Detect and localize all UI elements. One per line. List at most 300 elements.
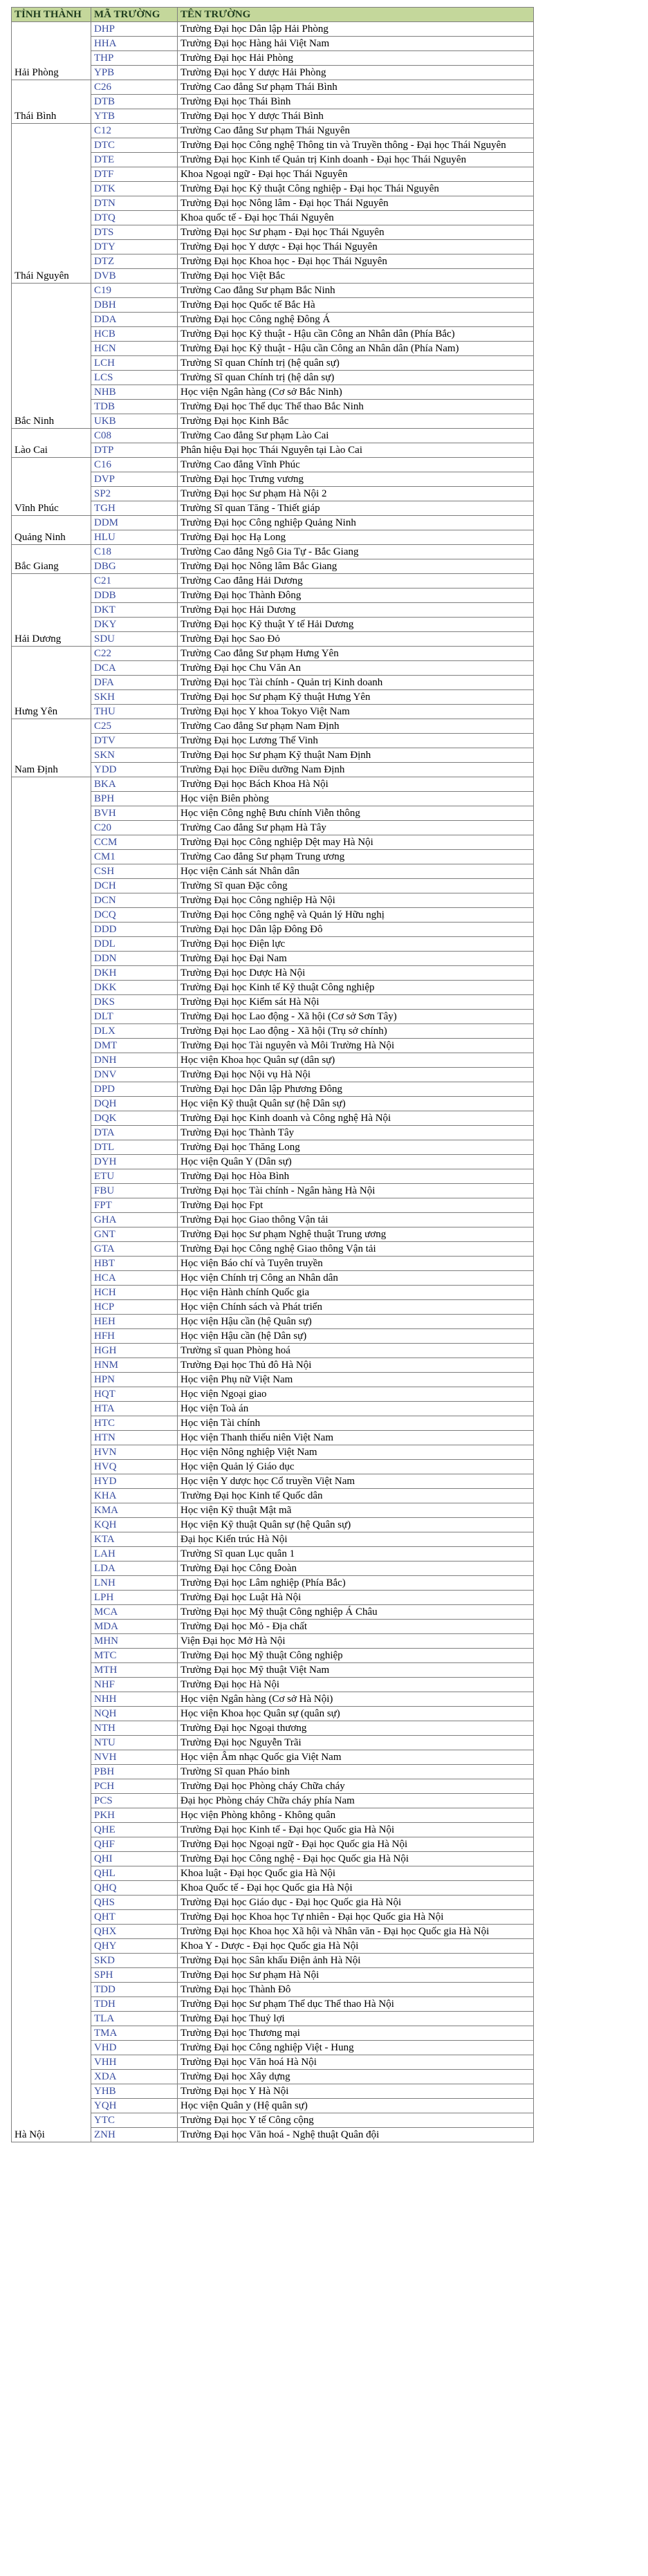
school-name-cell: Học viện Chính sách và Phát triển xyxy=(178,1300,534,1315)
school-code-cell: SKN xyxy=(91,748,178,763)
school-code-cell: KMA xyxy=(91,1503,178,1518)
school-name-cell: Trường Đại học Y dược Thái Bình xyxy=(178,109,534,124)
school-name-cell: Trường Đại học Thuỷ lợi xyxy=(178,2012,534,2026)
school-code-cell: CCM xyxy=(91,835,178,850)
school-code-cell: TLA xyxy=(91,2012,178,2026)
school-code-cell: KHA xyxy=(91,1489,178,1503)
school-code-cell: VHD xyxy=(91,2041,178,2055)
school-name-cell: Học viện Biên phòng xyxy=(178,792,534,806)
school-name-cell: Trường Đại học Kỹ thuật Công nghiệp - Đại học Thái Nguyên xyxy=(178,182,534,196)
school-name-cell: Trường Đại học Dược Hà Nội xyxy=(178,966,534,981)
school-code-cell: YHB xyxy=(91,2084,178,2099)
school-code-cell: KTA xyxy=(91,1532,178,1547)
school-code-cell: DCQ xyxy=(91,908,178,923)
school-name-cell: Học viện Kỹ thuật Quân sự (hệ Quân sự) xyxy=(178,1518,534,1532)
school-name-cell: Trường Đại học Công nghệ và Quản lý Hữu nghị xyxy=(178,908,534,923)
school-code-cell: TDH xyxy=(91,1997,178,2012)
school-name-cell: Trường Đại học Y dược - Đại học Thái Nguyên xyxy=(178,240,534,254)
school-code-cell: HNM xyxy=(91,1358,178,1373)
school-code-cell: DTB xyxy=(91,95,178,109)
school-code-cell: C12 xyxy=(91,124,178,138)
school-name-cell: Trường Đại học Kinh tế - Đại học Quốc gia Hà Nội xyxy=(178,1823,534,1837)
universities-table xyxy=(11,7,534,2142)
school-name-cell: Trường Đại học Fpt xyxy=(178,1198,534,1213)
school-code-cell: DHP xyxy=(91,22,178,37)
header-row xyxy=(12,8,534,22)
school-code-cell: DTQ xyxy=(91,211,178,225)
school-name-cell: Trường Đại học Ngoại ngữ - Đại học Quốc gia Hà Nội xyxy=(178,1837,534,1852)
school-code-cell: MTC xyxy=(91,1649,178,1663)
school-code-cell: NVH xyxy=(91,1750,178,1765)
school-name-cell: Trường Đại học Kỹ thuật - Hậu cần Công an Nhân dân (Phía Nam) xyxy=(178,342,534,356)
school-code-cell: PBH xyxy=(91,1765,178,1779)
school-code-cell: QHF xyxy=(91,1837,178,1852)
school-name-cell: Trường Đại học Sư phạm - Đại học Thái Nguyên xyxy=(178,225,534,240)
school-name-cell: Trường Đại học Lương Thế Vinh xyxy=(178,734,534,748)
province-cell: Hưng Yên xyxy=(12,647,91,719)
school-name-cell: Trường Cao đẳng Sư phạm Thái Bình xyxy=(178,80,534,95)
school-name-cell: Trường Đại học Thăng Long xyxy=(178,1140,534,1155)
school-name-cell: Học viện Tài chính xyxy=(178,1416,534,1431)
school-name-cell: Học viện Quân Y (Dân sự) xyxy=(178,1155,534,1169)
school-code-cell: QHT xyxy=(91,1910,178,1925)
school-code-cell: QHI xyxy=(91,1852,178,1866)
school-code-cell: DCN xyxy=(91,893,178,908)
school-code-cell: C18 xyxy=(91,545,178,559)
school-name-cell: Học viện Ngân hàng (Cơ sở Bắc Ninh) xyxy=(178,385,534,400)
school-name-cell: Trường Đại học Mỹ thuật Công nghiệp Á Châu xyxy=(178,1605,534,1620)
header-code: MÃ TRƯỜNG xyxy=(91,8,178,22)
school-name-cell: Học viện Khoa học Quân sự (dân sự) xyxy=(178,1053,534,1068)
table-row xyxy=(12,80,534,95)
school-code-cell: DVP xyxy=(91,472,178,487)
school-code-cell: SKH xyxy=(91,690,178,705)
school-code-cell: DYH xyxy=(91,1155,178,1169)
school-code-cell: QHL xyxy=(91,1866,178,1881)
school-name-cell: Trường Đại học Công nghệ Giao thông Vận tải xyxy=(178,1242,534,1257)
school-name-cell: Học viện Nông nghiệp Việt Nam xyxy=(178,1445,534,1460)
school-code-cell: SP2 xyxy=(91,487,178,501)
school-name-cell: Học viện Quản lý Giáo dục xyxy=(178,1460,534,1474)
school-code-cell: DLX xyxy=(91,1024,178,1039)
province-cell: Quảng Ninh xyxy=(12,516,91,545)
school-code-cell: C19 xyxy=(91,284,178,298)
school-name-cell: Trường Đại học Kinh tế Quốc dân xyxy=(178,1489,534,1503)
school-name-cell: Trường Đại học Khoa học Tự nhiên - Đại học Quốc gia Hà Nội xyxy=(178,1910,534,1925)
school-name-cell: Khoa Ngoại ngữ - Đại học Thái Nguyên xyxy=(178,167,534,182)
school-name-cell: Trường Đại học Điều dưỡng Nam Định xyxy=(178,763,534,777)
school-name-cell: Trường Đại học Hàng hải Việt Nam xyxy=(178,37,534,51)
table-row xyxy=(12,777,534,792)
school-code-cell: YTB xyxy=(91,109,178,124)
school-name-cell: Trường Cao đẳng Sư phạm Hà Tây xyxy=(178,821,534,835)
school-name-cell: Viện Đại học Mở Hà Nội xyxy=(178,1634,534,1649)
school-name-cell: Trường Đại học Đại Nam xyxy=(178,952,534,966)
school-code-cell: QHX xyxy=(91,1925,178,1939)
school-name-cell: Trường Đại học Bách Khoa Hà Nội xyxy=(178,777,534,792)
school-name-cell: Trường Đại học Hòa Bình xyxy=(178,1169,534,1184)
school-code-cell: DKY xyxy=(91,618,178,632)
school-code-cell: DTZ xyxy=(91,254,178,269)
school-code-cell: BPH xyxy=(91,792,178,806)
school-name-cell: Trường Đại học Tài nguyên và Môi Trường Hà Nội xyxy=(178,1039,534,1053)
school-name-cell: Trường Đại học Mỹ thuật Công nghiệp xyxy=(178,1649,534,1663)
school-code-cell: ETU xyxy=(91,1169,178,1184)
school-code-cell: SDU xyxy=(91,632,178,647)
school-code-cell: QHS xyxy=(91,1896,178,1910)
school-name-cell: Đại học Kiến trúc Hà Nội xyxy=(178,1532,534,1547)
school-name-cell: Trường Đại học Tài chính - Ngân hàng Hà Nội xyxy=(178,1184,534,1198)
school-name-cell: Khoa quốc tế - Đại học Thái Nguyên xyxy=(178,211,534,225)
school-name-cell: Trường Cao đẳng Sư phạm Nam Định xyxy=(178,719,534,734)
school-name-cell: Trường Đại học Sư phạm Hà Nội 2 xyxy=(178,487,534,501)
table-row xyxy=(12,458,534,472)
school-code-cell: PCS xyxy=(91,1794,178,1808)
school-code-cell: THU xyxy=(91,705,178,719)
school-name-cell: Trường Đại học Thành Đông xyxy=(178,589,534,603)
school-name-cell: Khoa Y - Dược - Đại học Quốc gia Hà Nội xyxy=(178,1939,534,1954)
school-code-cell: TGH xyxy=(91,501,178,516)
table-row xyxy=(12,429,534,443)
school-code-cell: C08 xyxy=(91,429,178,443)
school-code-cell: DTE xyxy=(91,153,178,167)
school-code-cell: HCN xyxy=(91,342,178,356)
school-code-cell: QHY xyxy=(91,1939,178,1954)
province-cell: Nam Định xyxy=(12,719,91,777)
school-code-cell: DBH xyxy=(91,298,178,313)
school-code-cell: DTA xyxy=(91,1126,178,1140)
school-name-cell: Trường Đại học Công nghệ Đông Á xyxy=(178,313,534,327)
school-code-cell: C21 xyxy=(91,574,178,589)
school-name-cell: Trường Sĩ quan Chính trị (hệ quân sự) xyxy=(178,356,534,371)
school-name-cell: Trường Đại học Mỹ thuật Việt Nam xyxy=(178,1663,534,1678)
school-name-cell: Trường Đại học Sư phạm Kỹ thuật Hưng Yên xyxy=(178,690,534,705)
school-name-cell: Học viện Phòng không - Không quân xyxy=(178,1808,534,1823)
school-name-cell: Trường sĩ quan Phòng hoá xyxy=(178,1344,534,1358)
table-row xyxy=(12,124,534,138)
school-code-cell: C22 xyxy=(91,647,178,661)
school-code-cell: DTS xyxy=(91,225,178,240)
school-name-cell: Trường Đại học Mỏ - Địa chất xyxy=(178,1620,534,1634)
school-name-cell: Trường Đại học Quốc tế Bắc Hà xyxy=(178,298,534,313)
school-name-cell: Trường Đại học Luật Hà Nội xyxy=(178,1591,534,1605)
school-code-cell: DNV xyxy=(91,1068,178,1082)
school-code-cell: DDD xyxy=(91,923,178,937)
school-name-cell: Trường Sĩ quan Pháo binh xyxy=(178,1765,534,1779)
school-name-cell: Trường Đại học Y Hà Nội xyxy=(178,2084,534,2099)
school-name-cell: Học viện Công nghệ Bưu chính Viễn thông xyxy=(178,806,534,821)
school-code-cell: HHA xyxy=(91,37,178,51)
school-code-cell: YPB xyxy=(91,66,178,80)
school-code-cell: DDL xyxy=(91,937,178,952)
school-code-cell: HEH xyxy=(91,1315,178,1329)
school-code-cell: DTF xyxy=(91,167,178,182)
school-code-cell: MHN xyxy=(91,1634,178,1649)
school-code-cell: NQH xyxy=(91,1707,178,1721)
school-name-cell: Trường Cao đẳng Sư phạm Thái Nguyên xyxy=(178,124,534,138)
school-name-cell: Học viện Toà án xyxy=(178,1402,534,1416)
school-code-cell: DTY xyxy=(91,240,178,254)
school-name-cell: Học viện Thanh thiếu niên Việt Nam xyxy=(178,1431,534,1445)
school-code-cell: LNH xyxy=(91,1576,178,1591)
school-name-cell: Trường Đại học Nông lâm Bắc Giang xyxy=(178,559,534,574)
school-name-cell: Trường Đại học Khoa học - Đại học Thái Nguyên xyxy=(178,254,534,269)
school-name-cell: Trường Đại học Công Đoàn xyxy=(178,1562,534,1576)
school-name-cell: Trường Đại học Lâm nghiệp (Phía Bắc) xyxy=(178,1576,534,1591)
school-name-cell: Trường Đại học Công nghiệp Hà Nội xyxy=(178,893,534,908)
school-name-cell: Học viện Ngoại giao xyxy=(178,1387,534,1402)
school-name-cell: Trường Đại học Nội vụ Hà Nội xyxy=(178,1068,534,1082)
table-row xyxy=(12,284,534,298)
province-cell: Lào Cai xyxy=(12,429,91,458)
school-code-cell: NTH xyxy=(91,1721,178,1736)
school-name-cell: Trường Cao đẳng Sư phạm Bắc Ninh xyxy=(178,284,534,298)
school-name-cell: Trường Đại học Thủ đô Hà Nội xyxy=(178,1358,534,1373)
school-code-cell: FBU xyxy=(91,1184,178,1198)
school-code-cell: KQH xyxy=(91,1518,178,1532)
school-code-cell: HPN xyxy=(91,1373,178,1387)
school-code-cell: ZNH xyxy=(91,2128,178,2142)
school-name-cell: Học viện Khoa học Quân sự (quân sự) xyxy=(178,1707,534,1721)
school-name-cell: Trường Đại học Sư phạm Hà Nội xyxy=(178,1968,534,1983)
school-name-cell: Trường Đại học Kỹ thuật - Hậu cần Công an Nhân dân (Phía Bắc) xyxy=(178,327,534,342)
school-code-cell: DKT xyxy=(91,603,178,618)
school-name-cell: Học viện Báo chí và Tuyên truyền xyxy=(178,1257,534,1271)
school-name-cell: Trường Cao đẳng Ngô Gia Tự - Bắc Giang xyxy=(178,545,534,559)
school-name-cell: Trường Đại học Thể dục Thể thao Bắc Ninh xyxy=(178,400,534,414)
school-code-cell: DLT xyxy=(91,1010,178,1024)
school-name-cell: Trường Đại học Thương mại xyxy=(178,2026,534,2041)
school-code-cell: BVH xyxy=(91,806,178,821)
school-code-cell: FPT xyxy=(91,1198,178,1213)
school-code-cell: LDA xyxy=(91,1562,178,1576)
school-code-cell: NTU xyxy=(91,1736,178,1750)
school-code-cell: LCS xyxy=(91,371,178,385)
school-name-cell: Trường Sĩ quan Đặc công xyxy=(178,879,534,893)
school-code-cell: HCP xyxy=(91,1300,178,1315)
school-code-cell: MTH xyxy=(91,1663,178,1678)
school-code-cell: DMT xyxy=(91,1039,178,1053)
school-name-cell: Trường Đại học Kinh Bắc xyxy=(178,414,534,429)
school-code-cell: NHB xyxy=(91,385,178,400)
school-name-cell: Trường Cao đẳng Sư phạm Hưng Yên xyxy=(178,647,534,661)
school-name-cell: Trường Đại học Dân lập Hải Phòng xyxy=(178,22,534,37)
school-code-cell: DQK xyxy=(91,1111,178,1126)
school-name-cell: Trường Đại học Điện lực xyxy=(178,937,534,952)
province-cell: Hải Phòng xyxy=(12,22,91,80)
school-code-cell: HCA xyxy=(91,1271,178,1286)
school-name-cell: Trường Sĩ quan Chính trị (hệ dân sự) xyxy=(178,371,534,385)
school-code-cell: QHQ xyxy=(91,1881,178,1896)
school-name-cell: Học viện Ngân hàng (Cơ sở Hà Nội) xyxy=(178,1692,534,1707)
school-code-cell: DTL xyxy=(91,1140,178,1155)
school-name-cell: Học viện Y dược học Cổ truyền Việt Nam xyxy=(178,1474,534,1489)
school-code-cell: DDB xyxy=(91,589,178,603)
header-name: TÊN TRƯỜNG xyxy=(178,8,534,22)
school-code-cell: DCA xyxy=(91,661,178,676)
school-name-cell: Trường Đại học Hà Nội xyxy=(178,1678,534,1692)
school-code-cell: HYD xyxy=(91,1474,178,1489)
school-code-cell: SKD xyxy=(91,1954,178,1968)
school-code-cell: C20 xyxy=(91,821,178,835)
school-code-cell: BKA xyxy=(91,777,178,792)
school-name-cell: Trường Đại học Công nghệ - Đại học Quốc gia Hà Nội xyxy=(178,1852,534,1866)
school-code-cell: SPH xyxy=(91,1968,178,1983)
school-code-cell: GHA xyxy=(91,1213,178,1227)
school-name-cell: Trường Đại học Hải Phòng xyxy=(178,51,534,66)
school-name-cell: Trường Đại học Kinh tế Quản trị Kinh doanh - Đại học Thái Nguyên xyxy=(178,153,534,167)
school-code-cell: MDA xyxy=(91,1620,178,1634)
school-name-cell: Học viện Quân y (Hệ quân sự) xyxy=(178,2099,534,2113)
school-name-cell: Trường Đại học Dân lập Phương Đông xyxy=(178,1082,534,1097)
school-code-cell: DVB xyxy=(91,269,178,284)
school-code-cell: DCH xyxy=(91,879,178,893)
school-code-cell: HVN xyxy=(91,1445,178,1460)
school-code-cell: HBT xyxy=(91,1257,178,1271)
province-cell: Bắc Ninh xyxy=(12,284,91,429)
school-code-cell: HVQ xyxy=(91,1460,178,1474)
school-name-cell: Trường Đại học Công nghiệp Việt - Hung xyxy=(178,2041,534,2055)
province-cell: Thái Nguyên xyxy=(12,124,91,284)
school-name-cell: Trường Đại học Sư phạm Thể dục Thể thao Hà Nội xyxy=(178,1997,534,2012)
school-name-cell: Học viện Hành chính Quốc gia xyxy=(178,1286,534,1300)
table-row xyxy=(12,545,534,559)
school-code-cell: DKS xyxy=(91,995,178,1010)
school-name-cell: Trường Đại học Thành Tây xyxy=(178,1126,534,1140)
school-name-cell: Trường Cao đẳng Hải Dương xyxy=(178,574,534,589)
school-name-cell: Học viện Chính trị Công an Nhân dân xyxy=(178,1271,534,1286)
school-code-cell: NHH xyxy=(91,1692,178,1707)
school-code-cell: QHE xyxy=(91,1823,178,1837)
school-name-cell: Học viện Hậu cần (hệ Dân sự) xyxy=(178,1329,534,1344)
school-name-cell: Học viện Âm nhạc Quốc gia Việt Nam xyxy=(178,1750,534,1765)
school-code-cell: DTN xyxy=(91,196,178,211)
school-code-cell: HFH xyxy=(91,1329,178,1344)
school-name-cell: Trường Đại học Thành Đô xyxy=(178,1983,534,1997)
school-code-cell: PCH xyxy=(91,1779,178,1794)
school-code-cell: DFA xyxy=(91,676,178,690)
school-code-cell: LAH xyxy=(91,1547,178,1562)
school-code-cell: THP xyxy=(91,51,178,66)
school-name-cell: Trường Đại học Sao Đỏ xyxy=(178,632,534,647)
province-cell: Hà Nội xyxy=(12,777,91,2142)
school-code-cell: HGH xyxy=(91,1344,178,1358)
school-name-cell: Học viện Cảnh sát Nhân dân xyxy=(178,864,534,879)
school-name-cell: Trường Đại học Văn hoá Hà Nội xyxy=(178,2055,534,2070)
table-row xyxy=(12,719,534,734)
school-name-cell: Trường Đại học Khoa học Xã hội và Nhân văn - Đại học Quốc gia Hà Nội xyxy=(178,1925,534,1939)
school-name-cell: Trường Đại học Phòng cháy Chữa cháy xyxy=(178,1779,534,1794)
school-code-cell: PKH xyxy=(91,1808,178,1823)
school-name-cell: Học viện Kỹ thuật Mật mã xyxy=(178,1503,534,1518)
school-name-cell: Trường Đại học Ngoại thương xyxy=(178,1721,534,1736)
school-code-cell: YTC xyxy=(91,2113,178,2128)
school-code-cell: TDD xyxy=(91,1983,178,1997)
table-row xyxy=(12,647,534,661)
school-name-cell: Trường Đại học Lao động - Xã hội (Trụ sở chính) xyxy=(178,1024,534,1039)
school-name-cell: Trường Đại học Kỹ thuật Y tế Hải Dương xyxy=(178,618,534,632)
school-code-cell: DBG xyxy=(91,559,178,574)
school-name-cell: Học viện Hậu cần (hệ Quân sự) xyxy=(178,1315,534,1329)
school-code-cell: HTC xyxy=(91,1416,178,1431)
school-name-cell: Trường Đại học Giáo dục - Đại học Quốc gia Hà Nội xyxy=(178,1896,534,1910)
school-name-cell: Trường Cao đẳng Sư phạm Lào Cai xyxy=(178,429,534,443)
school-code-cell: DPD xyxy=(91,1082,178,1097)
table-row xyxy=(12,516,534,530)
school-name-cell: Trường Đại học Công nghiệp Dệt may Hà Nội xyxy=(178,835,534,850)
school-name-cell: Trường Đại học Công nghệ Thông tin và Truyền thông - Đại học Thái Nguyên xyxy=(178,138,534,153)
school-name-cell: Trường Đại học Công nghiệp Quảng Ninh xyxy=(178,516,534,530)
school-name-cell: Trường Đại học Thái Bình xyxy=(178,95,534,109)
school-name-cell: Trường Đại học Kinh doanh và Công nghệ Hà Nội xyxy=(178,1111,534,1126)
school-name-cell: Trường Đại học Y tế Công cộng xyxy=(178,2113,534,2128)
school-name-cell: Học viện Phụ nữ Việt Nam xyxy=(178,1373,534,1387)
school-code-cell: DKK xyxy=(91,981,178,995)
school-code-cell: DTV xyxy=(91,734,178,748)
school-code-cell: VHH xyxy=(91,2055,178,2070)
school-code-cell: HTA xyxy=(91,1402,178,1416)
school-name-cell: Trường Đại học Xây dựng xyxy=(178,2070,534,2084)
school-code-cell: MCA xyxy=(91,1605,178,1620)
school-name-cell: Trường Đại học Kinh tế Kỹ thuật Công nghiệp xyxy=(178,981,534,995)
school-name-cell: Trường Đại học Sân khấu Điện ảnh Hà Nội xyxy=(178,1954,534,1968)
school-code-cell: XDA xyxy=(91,2070,178,2084)
school-code-cell: DQH xyxy=(91,1097,178,1111)
school-code-cell: GTA xyxy=(91,1242,178,1257)
school-name-cell: Trường Đại học Y khoa Tokyo Việt Nam xyxy=(178,705,534,719)
school-name-cell: Học viện Kỹ thuật Quân sự (hệ Dân sự) xyxy=(178,1097,534,1111)
school-code-cell: HTN xyxy=(91,1431,178,1445)
school-name-cell: Trường Cao đẳng Sư phạm Trung ương xyxy=(178,850,534,864)
table-row xyxy=(12,22,534,37)
school-code-cell: C16 xyxy=(91,458,178,472)
table-body xyxy=(12,22,534,2142)
school-code-cell: NHF xyxy=(91,1678,178,1692)
header-province: TỈNH THÀNH xyxy=(12,8,91,22)
school-code-cell: HLU xyxy=(91,530,178,545)
school-code-cell: DKH xyxy=(91,966,178,981)
school-code-cell: DDM xyxy=(91,516,178,530)
school-name-cell: Trường Cao đẳng Vĩnh Phúc xyxy=(178,458,534,472)
school-name-cell: Khoa Quốc tế - Đại học Quốc gia Hà Nội xyxy=(178,1881,534,1896)
school-name-cell: Trường Đại học Sư phạm Nghệ thuật Trung ương xyxy=(178,1227,534,1242)
school-name-cell: Trường Đại học Tài chính - Quản trị Kinh doanh xyxy=(178,676,534,690)
school-code-cell: CSH xyxy=(91,864,178,879)
school-code-cell: DTP xyxy=(91,443,178,458)
school-name-cell: Trường Sĩ quan Lục quân 1 xyxy=(178,1547,534,1562)
school-name-cell: Trường Đại học Y dược Hải Phòng xyxy=(178,66,534,80)
school-name-cell: Trường Đại học Nông lâm - Đại học Thái Nguyên xyxy=(178,196,534,211)
school-name-cell: Khoa luật - Đại học Quốc gia Hà Nội xyxy=(178,1866,534,1881)
school-code-cell: YDD xyxy=(91,763,178,777)
school-name-cell: Trường Đại học Giao thông Vận tải xyxy=(178,1213,534,1227)
province-cell: Hải Dương xyxy=(12,574,91,647)
school-code-cell: HCH xyxy=(91,1286,178,1300)
school-code-cell: UKB xyxy=(91,414,178,429)
school-name-cell: Đại học Phòng cháy Chữa cháy phía Nam xyxy=(178,1794,534,1808)
school-code-cell: C25 xyxy=(91,719,178,734)
school-code-cell: TDB xyxy=(91,400,178,414)
school-name-cell: Trường Đại học Việt Bắc xyxy=(178,269,534,284)
school-code-cell: HCB xyxy=(91,327,178,342)
school-code-cell: YQH xyxy=(91,2099,178,2113)
province-cell: Thái Bình xyxy=(12,80,91,124)
school-code-cell: DTK xyxy=(91,182,178,196)
school-code-cell: DDA xyxy=(91,313,178,327)
school-code-cell: DDN xyxy=(91,952,178,966)
school-code-cell: HQT xyxy=(91,1387,178,1402)
table-row xyxy=(12,574,534,589)
